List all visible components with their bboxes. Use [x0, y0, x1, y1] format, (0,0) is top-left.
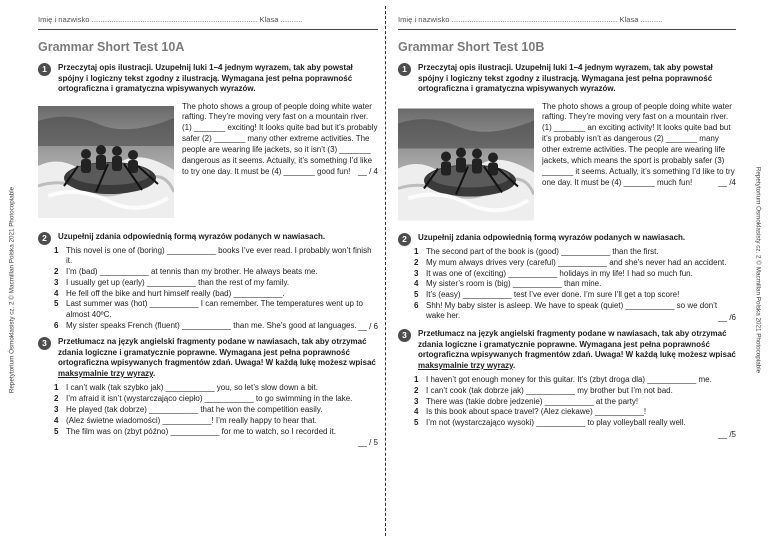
name-class-line [38, 15, 378, 24]
list-item: 3 There was (takie dobre jedzenie) ___________ at the party! [414, 396, 639, 406]
score: __ /4 [718, 177, 736, 187]
name-field[interactable]: ........................................................................... [91, 15, 258, 24]
item-list [414, 375, 736, 428]
side-copyright-right: Repetytorium Ósmoklasisty cz. 2 © Macmillan Polska 2021 Photocopiable [754, 166, 762, 374]
name-class-line [398, 15, 736, 24]
task-2 [398, 233, 736, 323]
test-b-column [398, 0, 736, 543]
list-item: 3 I usually get up (early) ___________ than the rest of my family. [54, 277, 290, 287]
item-list [54, 246, 378, 331]
task-1 [38, 63, 378, 218]
task-number: 1 [398, 63, 411, 76]
task-instruction: Przeczytaj opis ilustracji. Uzupełnij luki 1–4 jednym wyrazem, tak aby powstał spójny i logiczny tekst zgodny z ilustracją. Wymagana jest pełna poprawność ortograficzna i gramatyczna wpisywanych wyrazów. [418, 63, 713, 93]
class-label: Klasa [619, 15, 639, 24]
item-list [54, 383, 378, 436]
task-3 [38, 337, 378, 446]
list-item: 4 My sister’s room is (big) ___________ than mine. [414, 279, 602, 289]
list-item: 1 I can’t walk (tak szybko jak) ___________ you, so let’s slow down a bit. [54, 383, 318, 393]
name-label: Imię i nazwisko [38, 15, 90, 24]
task-instruction: Uzupełnij zdania odpowiednią formą wyrazów podanych w nawiasach. [418, 232, 686, 242]
task-number: 3 [398, 329, 411, 342]
list-item: 6 My sister speaks French (fluent) ___________ than me. She’s good at languages. [54, 320, 357, 330]
score: __ / 5 [357, 437, 378, 447]
task-instruction: Uzupełnij zdania odpowiednią formą wyrazów podanych w nawiasach. [58, 231, 326, 241]
name-label: Imię i nazwisko [398, 15, 450, 24]
score: __ / 4 [357, 166, 378, 176]
name-field[interactable]: ........................................................................... [451, 15, 618, 24]
list-item: 2 I’m afraid it isn’t (wystarczająco ciepło) ___________ to go swimming in the lake. [54, 394, 353, 404]
class-label: Klasa [259, 15, 279, 24]
list-item: 5 I’m not (wystarczająco wysoki) ___________ to play volleyball really well. [414, 418, 686, 428]
list-item: 4 He fell off the bike and hurt himself really (bad) ___________. [54, 288, 285, 298]
list-item: 5 The film was on (zbyt późno) ___________ for me to watch, so I recorded it. [54, 426, 336, 436]
score: __ /5 [718, 429, 736, 439]
list-item: 3 He played (tak dobrze) ___________ that he won the competition easily. [54, 404, 323, 414]
list-item: 1 I haven’t got enough money for this guitar. It’s (zbyt droga dla) ___________ me. [414, 375, 712, 385]
test-a-column [38, 0, 378, 543]
test-title: Grammar Short Test 10A [38, 40, 185, 54]
header-rule [38, 29, 378, 30]
list-item: 4 (Alez świetne wiadomości) ___________! I’m really happy to hear that. [54, 415, 317, 425]
header-rule [398, 29, 736, 30]
task-number: 2 [398, 233, 411, 246]
rafting-photo [38, 106, 174, 218]
list-item: 5 Last summer was (hot) ___________ I can remember. The temperatures went up to almost 40ºC. [54, 299, 363, 319]
list-item: 6 Shh! My baby sister is asleep. We have to speak (quiet) ___________ so we don’t wake her. [414, 300, 718, 321]
test-title: Grammar Short Test 10B [398, 40, 545, 54]
class-field[interactable]: .......... [640, 15, 663, 24]
task-instruction: Przetłumacz na język angielski fragmenty podane w nawiasach, tak aby otrzymać zdania logiczne i gramatycznie poprawne. Wymagana jest pełna poprawność ortograficzna wpisywanych fragmentów zdań. Uwaga! W każdą lukę możesz wpisać maksymalnie trzy wyrazy. [418, 329, 736, 370]
task-number: 3 [38, 337, 51, 350]
side-copyright-left: Repetytorium Ósmoklasisty cz. 2 © Macmillan Polska 2021 Photocopiable [8, 186, 16, 394]
list-item: 2 I’m (bad) ___________ at tennis than my brother. He always beats me. [54, 267, 318, 277]
list-item: 3 It was one of (exciting) ___________ holidays in my life! I had so much fun. [414, 268, 693, 278]
task-instruction: Przeczytaj opis ilustracji. Uzupełnij luki 1–4 jednym wyrazem, tak aby powstał spójny i logiczny tekst zgodny z ilustracją. Wymagana jest pełna poprawność ortograficzna i gramatyczna wpisywanych wyrazów. [58, 63, 353, 93]
cut-line [385, 6, 386, 536]
score: __ /6 [718, 313, 736, 323]
list-item: 2 My mum always drives very (careful) ___________ and she’s never had an accident. [414, 257, 727, 267]
list-item: 5 It’s (easy) ___________ test I’ve ever done. I’m sure I’ll get a top score! [414, 290, 680, 300]
list-item: 1 The second part of the book is (good) ___________ than the first. [414, 247, 659, 256]
task-number: 2 [38, 232, 51, 245]
task-2 [38, 232, 378, 332]
rafting-photo [398, 108, 534, 221]
task-1 [398, 63, 736, 221]
task-text: The photo shows a group of people doing white water rafting. They’re moving very fast on a mountain river. (1) _______ an exciting activity! It looks quite bad but it’s probably isn’t as dangerous (2) _______ many other extreme activities. The people are wearing life jackets, which means the sport is probably safer (3) _______ it seems. Actually, it’s something I’d like to try one day. It must be (4) _______ much fun! [542, 101, 735, 187]
score: __ / 6 [357, 322, 378, 332]
task-number: 1 [38, 63, 51, 76]
list-item: 4 Is this book about space travel? (Alez ciekawe) ___________! [414, 407, 647, 417]
task-instruction: Przetłumacz na język angielski fragmenty podane w nawiasach, tak aby otrzymać zdania logiczne i gramatycznie poprawne. Wymagana jest pełna poprawność ortograficzna wpisywanych fragmentów zdań. Uwaga! W każdą lukę możesz wpisać maksymalnie trzy wyrazy. [58, 337, 376, 378]
task-3 [398, 329, 736, 438]
item-list [414, 247, 736, 322]
list-item: 2 I can’t cook (tak dobrze jak) ___________ my brother but I’m not bad. [414, 385, 673, 395]
task-text: The photo shows a group of people doing white water rafting. They’re moving very fast on a mountain river. (1) _______ exciting! It looks quite bad but it’s probably safer (2) _______ many other extreme activities. The people are wearing life jackets, so it isn’t (3) _______ dangerous as it seems. Actually, it’s something I’d like to try one day. It must be (4) _______ good fun! [182, 101, 378, 176]
list-item: 1 This novel is one of (boring) ___________ books I’ve ever read. I probably won’t finish it. [54, 246, 372, 266]
class-field[interactable]: .......... [280, 15, 303, 24]
